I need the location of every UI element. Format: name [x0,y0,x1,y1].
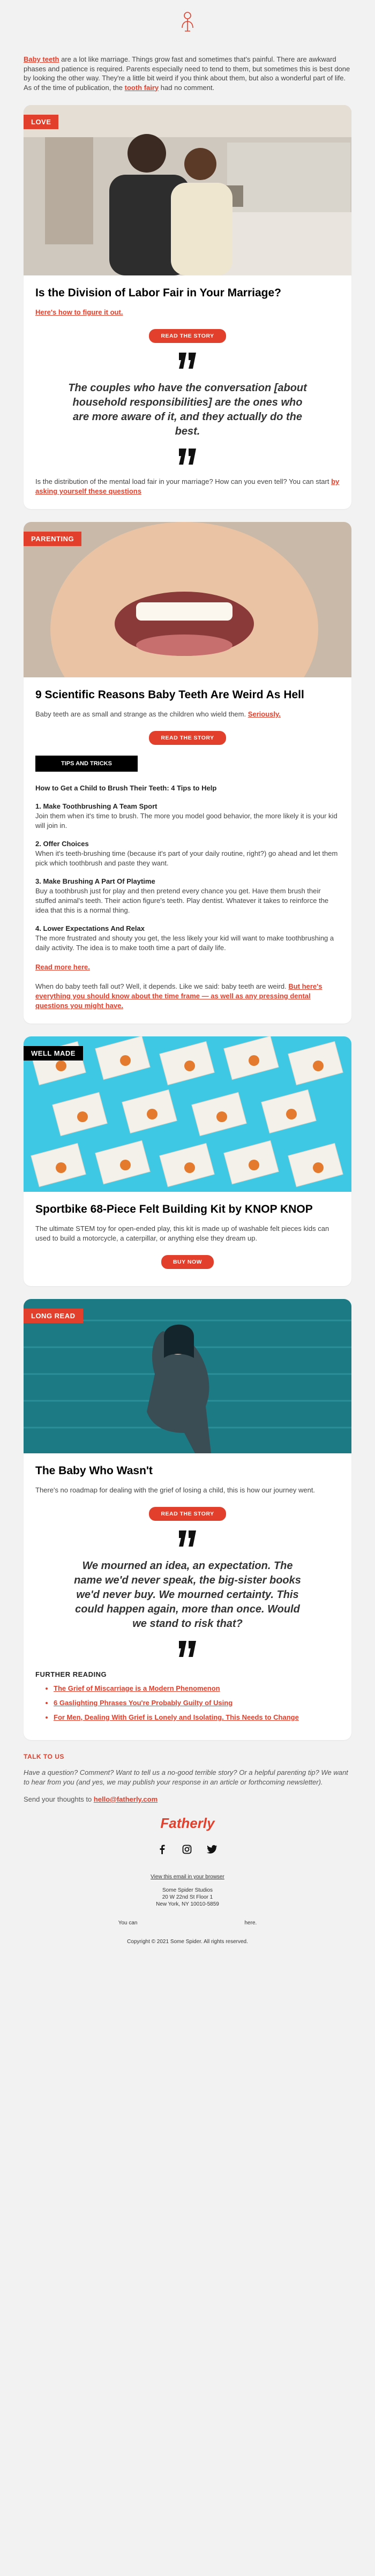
longread-read-story-button[interactable]: READ THE STORY [149,1507,226,1521]
parenting-read-story-button[interactable]: READ THE STORY [149,731,226,745]
tips-list [35,802,340,953]
buy-now-button[interactable]: BUY NOW [161,1255,214,1269]
further-reading-link[interactable]: For Men, Dealing With Grief is Lonely and Isolating. This Needs to Change [54,1713,299,1721]
longread-pull-quote: We mourned an idea, an expectation. The name we'd never speak, the big-sister books we'd never buy. We mourned certainty. This could happen again, more than once. Would we stand to risk that? [74,1560,301,1630]
tip-title: 2. Offer Choices [35,840,89,848]
intro-paragraph: Baby teeth are a lot like marriage. Things grow fast and sometimes that's painful. There are awkward phases and patience is required. Parents especially need to tend to them, but sometimes this is best done by looking the other way. They're a little bit weird if you think about them, but also a wonderful part of life. As of the time of publication, the tooth fairy had no comment. [24,55,350,92]
footer [24,1815,351,1967]
love-read-story-button[interactable]: READ THE STORY [149,329,226,343]
baby-teeth-link[interactable]: Baby teeth [24,55,59,63]
header-logo[interactable] [24,0,351,45]
section-tag-wellmade: WELL MADE [24,1046,83,1061]
twitter-icon[interactable] [207,1845,218,1854]
tip-title: 4. Lower Expectations And Relax [35,924,145,932]
wellmade-title[interactable]: Sportbike 68-Piece Felt Building Kit by KNOP KNOP [35,1203,313,1215]
love-outro: Is the distribution of the mental load fair in your marriage? How can you even tell? You can start by asking yourself these questions [35,477,340,495]
close-quote-icon [35,449,340,467]
read-more-link[interactable]: Read more here. [35,963,90,971]
love-card [24,105,351,509]
talk-to-us-section: TALK TO US Have a question? Comment? Want to tell us a no-good terrible story? Or a helpful parenting tip? We want to hear from you (and yes, we may publish your response in an article or forthcoming newsletter). Send your thoughts to hello@fatherly.com [24,1753,351,1815]
longread-title[interactable]: The Baby Who Wasn't [35,1465,153,1477]
further-reading-link[interactable]: 6 Gaslighting Phrases You're Probably Guilty of Using [54,1699,233,1707]
love-questions-link[interactable]: by asking yourself these questions [35,477,340,495]
longread-description: There's no roadmap for dealing with the grief of losing a child, this is how our journey went. [35,1486,316,1494]
section-tag-parenting: PARENTING [24,532,81,546]
parenting-card: PARENTING 9 Scientific Reasons Baby Teeth Are Weird As Hell Baby teeth are as small and strange as the children who wield them. Seriously. READ THE STORY TIPS AND TRICKS How to Get a Child to Brush Their Teeth: 4 Tips to Help 1. Make Toothbrushing A Team Sport Join them when it's time to brush. The more you model good behavior, the more likely it is your kid will join in. 2. Offer Choices When it's teeth-brushing time (because it's part of your daily routine, right?) go ahead and let them pick which toothbrush and paste they want. 3. Make Brushing A Part Of Playtime Buy a toothbrush just for play and then pretend every chance you get. Have them brush their stuffed animal's teeth. Their action figure's teeth. Play dentist. Whatever it takes to reinforce the idea that this is a normal thing. 4. Lower Expectations And Relax The more frustrated and shouty you get, the less likely your kid will want to make toothbrushing a daily activity. The idea is to make tooth time a part of daily life. Read more here. When do baby teeth fall out? Well, it depends. Like we said: baby teeth are weird. But here's everything you should know about the time frame — as well as any pressing dental questions you might have. [24,522,351,1024]
tip-text: Join them when it's time to brush. The more you model good behavior, the more likely it is your kid will join in. [35,812,338,830]
love-figure-out-link[interactable]: Here's how to figure it out. [35,308,123,316]
couple-kitchen-photo[interactable] [24,105,351,275]
wellmade-description: The ultimate STEM toy for open-ended play, this kit is made up of washable felt pieces kids can used to build a motorcycle, a caterpillar, or anything else they dream up. [35,1224,329,1242]
copyright: Copyright © 2021 Some Spider. All rights reserved. [127,1939,248,1945]
facebook-icon[interactable] [158,1845,167,1854]
wellmade-card [24,1036,351,1286]
view-in-browser-link[interactable]: View this email in your browser [151,1874,224,1880]
further-reading-heading: FURTHER READING [35,1670,107,1678]
seriously-link[interactable]: Seriously. [248,710,281,718]
preferences-line: You can here. [118,1920,257,1926]
open-quote-icon [35,1530,340,1549]
email-link[interactable]: hello@fatherly.com [93,1795,158,1803]
address-line: 20 W 22nd St Floor 1 [162,1894,213,1900]
love-pull-quote: The couples who have the conversation [about household responsibilities] are the ones who are more aware of it, and they actually do the best. [68,382,307,437]
tips-tricks-label: TIPS AND TRICKS [35,756,138,772]
footer-brand-logo[interactable]: Fatherly [160,1815,215,1831]
tip-title: 1. Make Toothbrushing A Team Sport [35,802,158,810]
tip-text: When it's teeth-brushing time (because it's part of your daily routine, right?) go ahead and let them pick which toothbrush and paste they want. [35,849,338,867]
talk-text: Have a question? Comment? Want to tell us a no-good terrible story? Or a helpful parenting tip? We want to hear from you (and yes, we may publish your response in an article or forthcoming newsletter). [24,1768,348,1786]
close-quote-icon [35,1641,340,1660]
time-frame-link[interactable]: But here's everything you should know about the time frame — as well as any pressing dental questions you might have. [35,982,322,1010]
parenting-title[interactable]: 9 Scientific Reasons Baby Teeth Are Weird As Hell [35,689,304,701]
address-line: Some Spider Studios [162,1887,213,1893]
fall-out-paragraph: When do baby teeth fall out? Well, it depends. Like we said: baby teeth are weird. But here's everything you should know about the time frame — as well as any pressing dental questions you might have. [35,982,322,1010]
further-reading-link[interactable]: The Grief of Miscarriage is a Modern Phenomenon [54,1684,220,1692]
tip-text: Buy a toothbrush just for play and then pretend every chance you get. Have them brush their stuffed animal's teeth. Their action figure's teeth. Play dentist. Whatever it takes to reinforce the idea that this is a normal thing. [35,887,329,914]
instagram-icon[interactable] [182,1845,192,1854]
section-tag-love: LOVE [24,115,58,129]
love-title[interactable]: Is the Division of Labor Fair in Your Marriage? [35,287,281,299]
longread-card [24,1299,351,1740]
social-links [24,1845,351,1854]
tip-title: 3. Make Brushing A Part Of Playtime [35,877,155,885]
open-quote-icon [35,353,340,371]
tip-text: The more frustrated and shouty you get, the less likely your kid will want to make toothbrushing a daily activity. The idea is to make tooth time a part of daily life. [35,934,334,952]
further-reading-list [35,1684,340,1722]
talk-heading: TALK TO US [24,1753,64,1760]
tips-intro: How to Get a Child to Brush Their Teeth: 4 Tips to Help [35,784,217,792]
address-line: New York, NY 10010-5859 [156,1901,219,1907]
tooth-fairy-link[interactable]: tooth fairy [124,83,159,92]
fatherly-mark-icon [179,12,196,33]
section-tag-longread: LONG READ [24,1309,83,1323]
